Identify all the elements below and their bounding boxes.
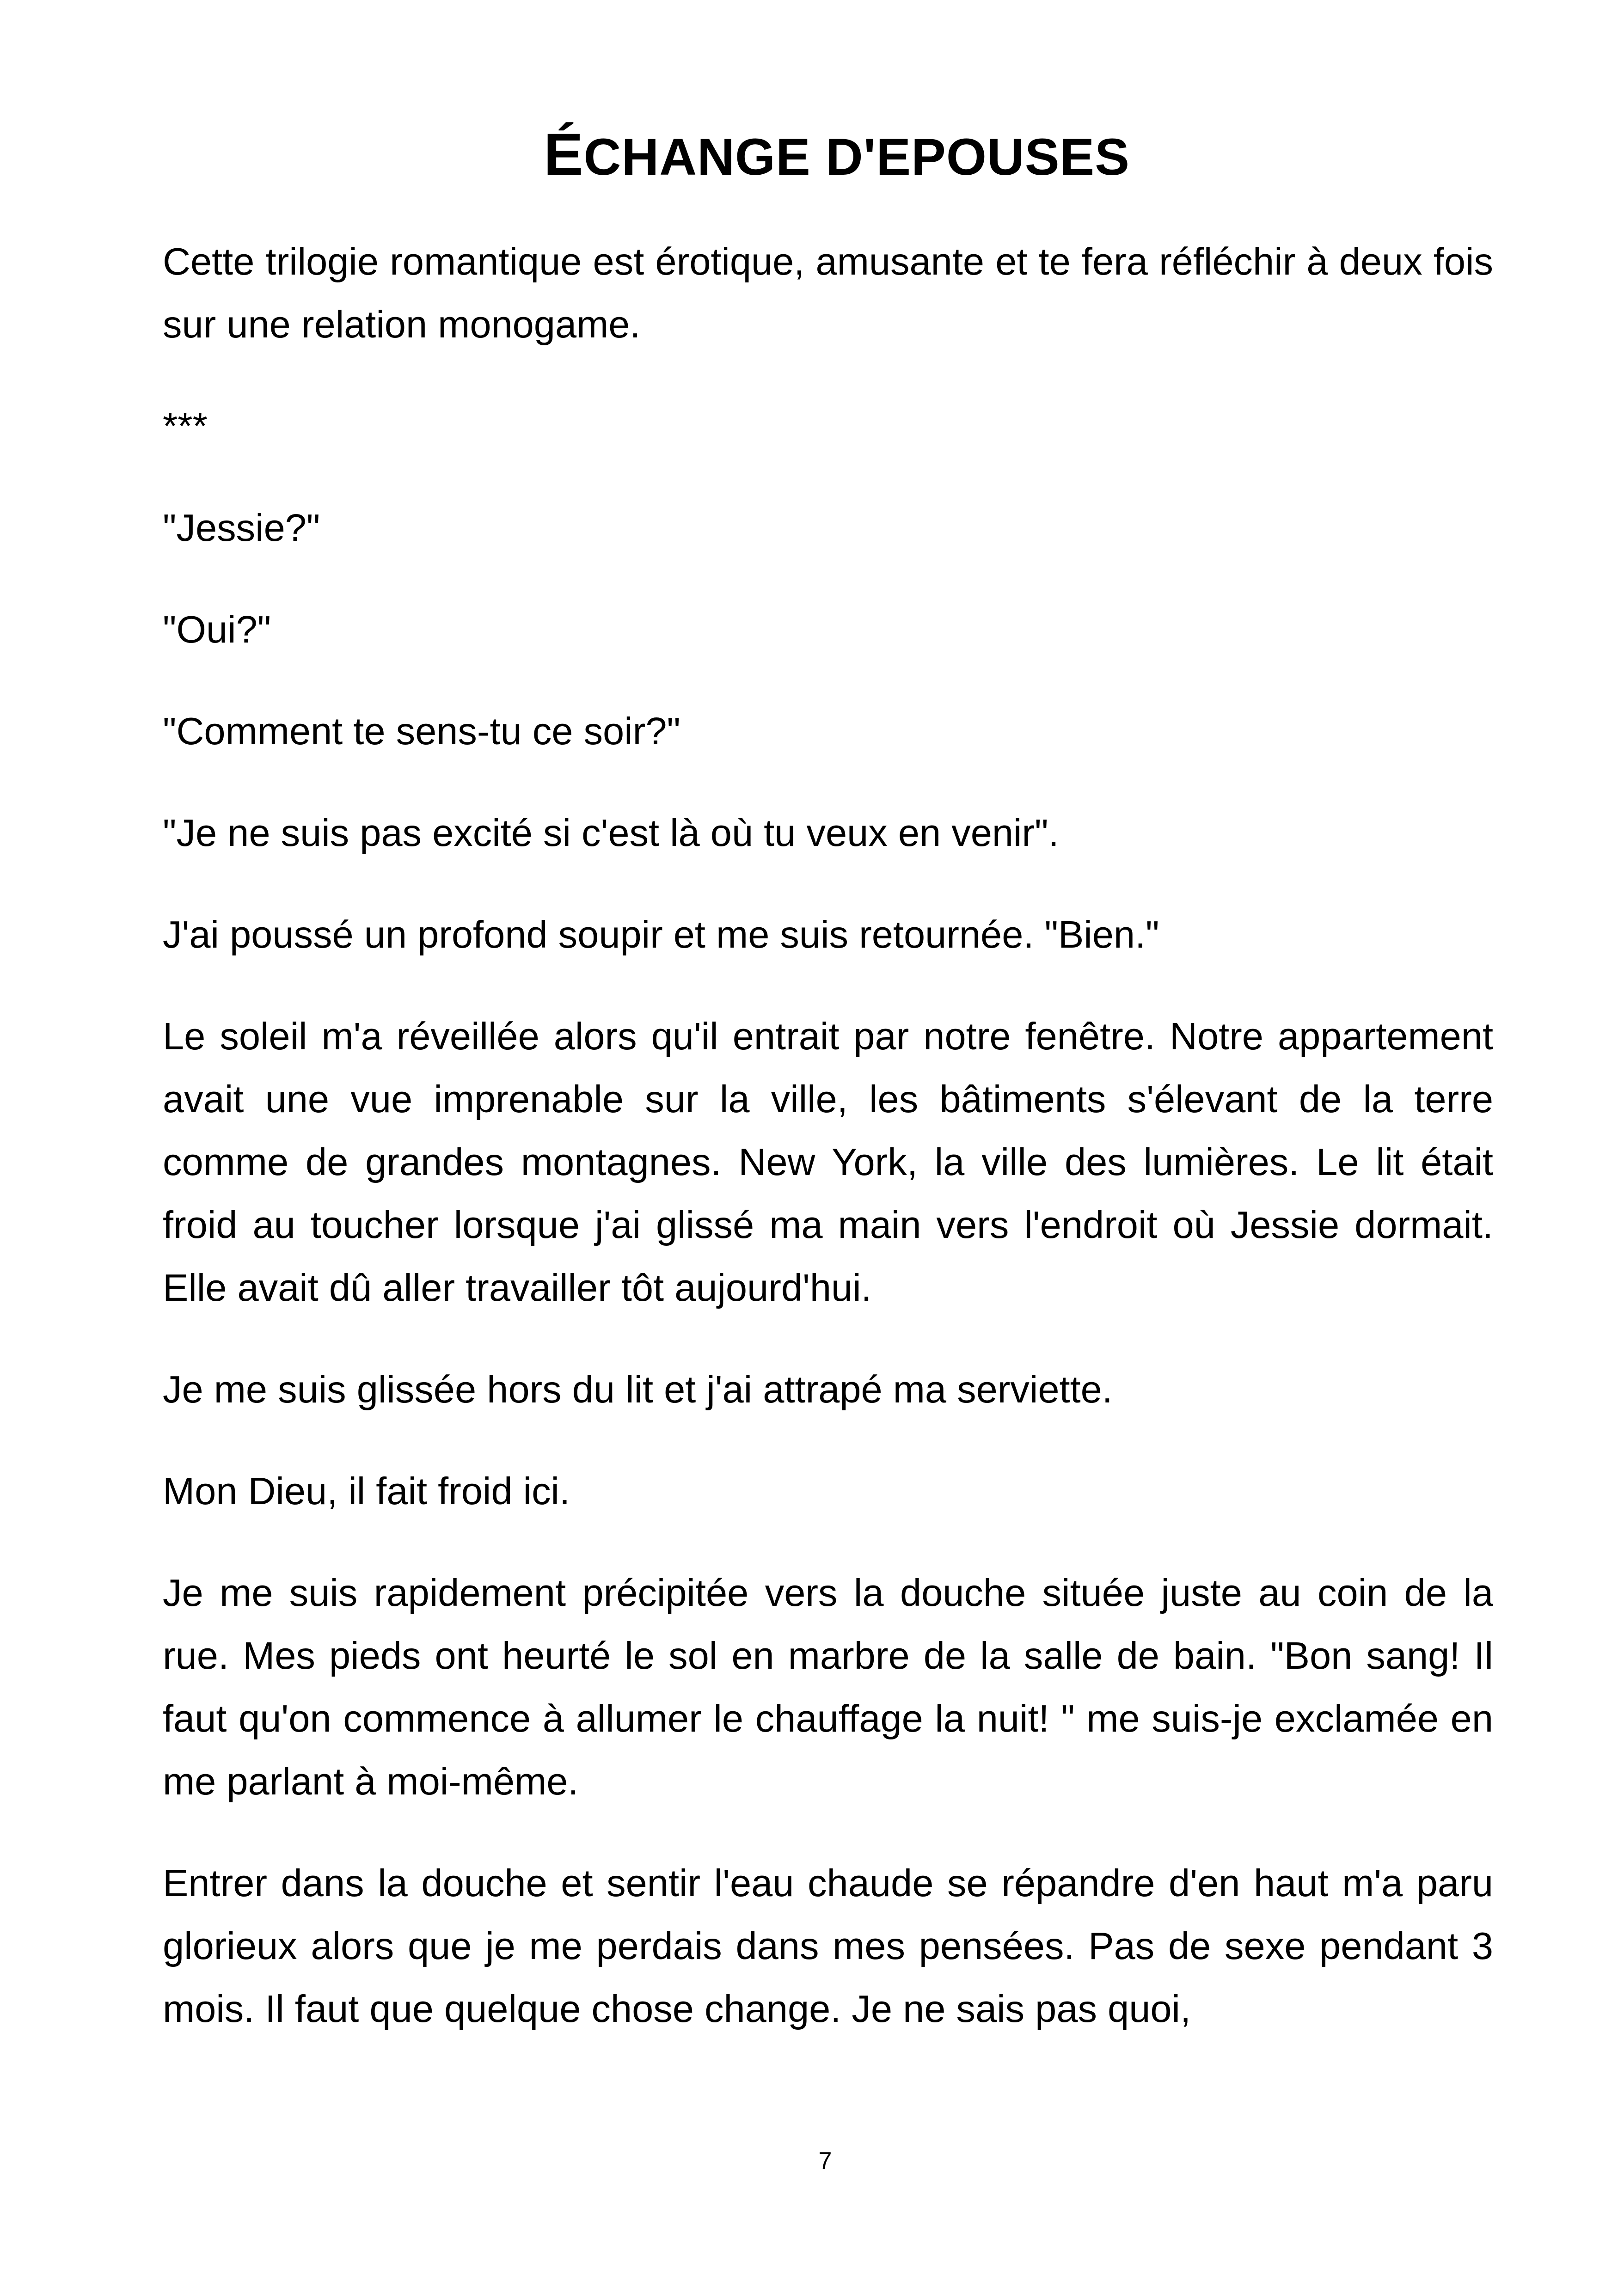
paragraph-dialogue: "Comment te sens-tu ce soir?" (163, 710, 680, 753)
paragraph: Mon Dieu, il fait froid ici. (163, 1469, 570, 1512)
chapter-title-rest: CHANGE D'EPOUSES (583, 128, 1130, 186)
paragraph-intro: Cette trilogie romantique est érotique, amusante et te fera réfléchir à deux fois sur une relation monogame. (163, 240, 1493, 346)
paragraph-dialogue: "Oui?" (163, 608, 271, 651)
paragraph: Entrer dans la douche et sentir l'eau chaude se répandre d'en haut m'a paru glorieux alors que je me perdais dans mes pensées. Pas de sexe pendant 3 mois. Il faut que quelque chose change. Je ne sais pas quoi, (163, 1861, 1493, 2030)
paragraph: J'ai poussé un profond soupir et me suis retournée. "Bien." (163, 913, 1159, 956)
body-text (163, 230, 1493, 2079)
paragraph: Je me suis rapidement précipitée vers la douche située juste au coin de la rue. Mes pieds ont heurté le sol en marbre de la salle de bain. "Bon sang! Il faut qu'on commence à allumer le chauffage la nuit! " me suis-je exclamée en me parlant à moi-même. (163, 1571, 1493, 1803)
page-number: 7 (818, 2148, 832, 2174)
chapter-title-initial: É (544, 122, 584, 188)
paragraph: Je me suis glissée hors du lit et j'ai attrapé ma serviette. (163, 1368, 1113, 1411)
scene-break: *** (163, 404, 208, 447)
paragraph: Le soleil m'a réveillée alors qu'il entrait par notre fenêtre. Notre appartement avait une vue imprenable sur la ville, les bâtiments s'élevant de la terre comme de grandes montagnes. New York, la ville des lumières. Le lit était froid au toucher lorsque j'ai glissé ma main vers l'endroit où Jessie dormait. Elle avait dû aller travailler tôt aujourd'hui. (163, 1015, 1493, 1309)
paragraph-dialogue: "Jessie?" (163, 506, 320, 549)
paragraph-dialogue: "Je ne suis pas excité si c'est là où tu veux en venir". (163, 811, 1059, 854)
chapter-title (0, 118, 1618, 194)
